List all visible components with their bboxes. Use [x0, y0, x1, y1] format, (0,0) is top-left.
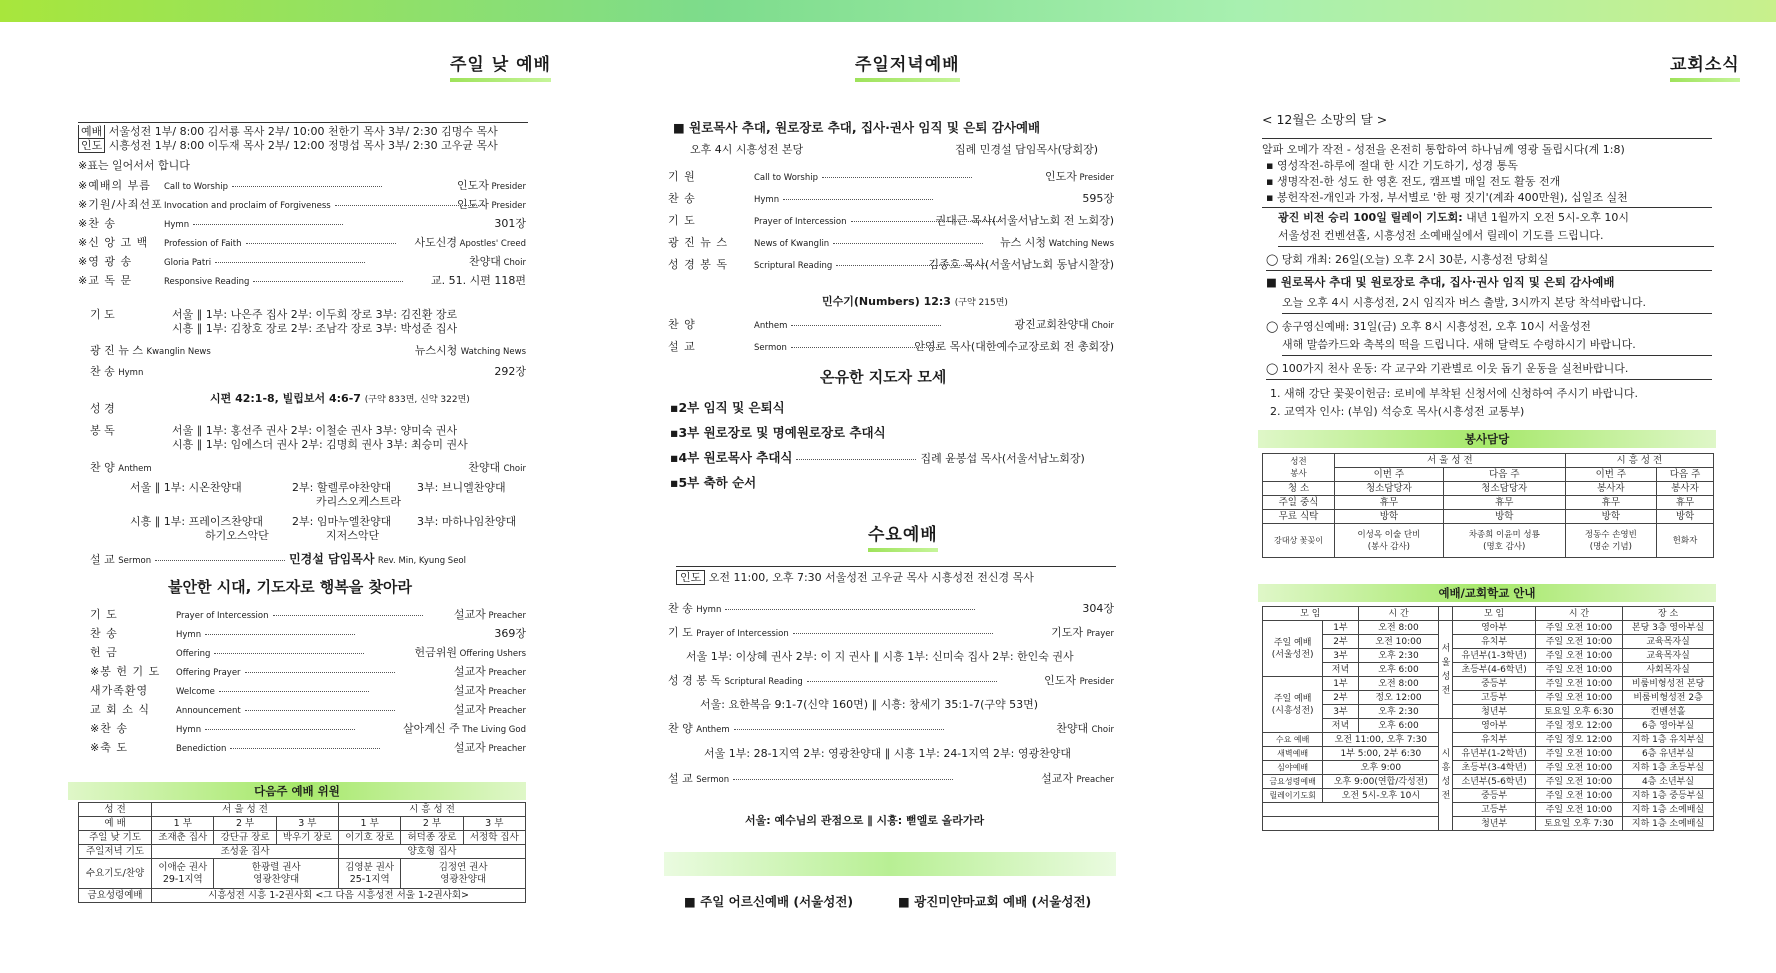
anthem-siheung-b: 2부: 임마누엘찬양대 [292, 515, 392, 528]
order-label-en: Hymn [176, 630, 202, 640]
order-value-en: Preacher [485, 706, 526, 716]
ordination-lead: 집례 민경설 담임목사(당회장) [955, 143, 1099, 156]
order-label-en: Responsive Reading [164, 277, 250, 287]
evening-item-3 [668, 234, 1114, 256]
wed-anthem-names: 서울 1부: 28-1지역 2부: 영광찬양대 ∥ 시흥 1부: 24-1지역 2부: 영광찬양대 [704, 747, 1071, 760]
order-label: 헌 금 [90, 646, 118, 659]
order-label-en: Prayer of Intercession [176, 611, 269, 621]
order-label: ※기원/사죄선포 [78, 198, 163, 211]
order-label-en: Scriptural Reading [754, 261, 833, 271]
order-value-en: Preacher [485, 611, 526, 621]
leader-row-1: 예배 서울성전 1부/ 8:00 김서룡 목사 2부/ 10:00 천한기 목사 3부/ 2:30 김명수 목사 [78, 122, 528, 139]
schedule-title: 예배/교회학교 안내 [1258, 584, 1716, 602]
order-label-en: Call to Worship [164, 182, 228, 192]
order-label: 찬 송 [668, 192, 696, 205]
prayer-label: 기 도 [90, 308, 115, 321]
alpha-omega-intro: 알파 오메가 작전 - 성전을 온전히 통합하여 하나님께 영광 돌립시다(계 1:8) [1262, 143, 1625, 156]
order-value-en: Preacher [485, 668, 526, 678]
order-label-en: Profession of Faith [164, 239, 242, 249]
order-label: 찬 송 [90, 627, 118, 640]
anthem-seoul-b2: 카리스오케스트라 [316, 495, 402, 508]
order-label-en: News of Kwanglin [754, 239, 830, 249]
order-value: 안영로 목사(대한예수교장로회 전 총회장) [914, 340, 1114, 353]
schedule-row: 2부 정오 12:00 고등부 주일 오전 10:00 비룸비형성전 2층 [1263, 691, 1714, 705]
sermon-row: 설 교 Sermon 민경설 담임목사 Rev. Min, Kyung Seol [90, 552, 466, 566]
schedule-row: 수요 예배 오전 11:00, 오후 7:30 유치부 주일 정오 12:00 지하 1층 유치부실 [1263, 733, 1714, 747]
vision-prayer: 광진 비전 승리 100일 릴레이 기도회: 내년 1월까지 오전 5시-오후 10시 [1278, 211, 1629, 224]
order-bullet-2: ▪3부 원로장로 및 명예원로장로 추대식 [670, 425, 886, 440]
order-value: 헌금위원 [414, 646, 457, 659]
top-gradient-bar [0, 0, 1776, 22]
anthem-siheung-a: 시흥 ∥ 1부: 프레이즈찬양대 [130, 515, 263, 528]
footer-green-bar [664, 852, 1116, 876]
wed-sermon-row: 설 교 Sermon 설교자 Preacher [668, 772, 1114, 785]
order-value-en: The Living God [459, 725, 526, 735]
title-wednesday-worship: 수요예배 [868, 520, 938, 552]
order-label-en: Invocation and proclaim of Forgiveness [164, 201, 331, 211]
wed-reading-row: 성 경 봉 독 Scriptural Reading 인도자 Presider [668, 674, 1114, 687]
order-item-b-7 [90, 739, 526, 758]
evening-item-1 [668, 190, 1114, 212]
reader-seoul: 서울 ∥ 1부: 홍선주 권사 2부: 이철순 권사 3부: 양미숙 권사 [172, 424, 458, 437]
order-bullet-4: ▪5부 축하 순서 [670, 475, 757, 490]
anthem-siheung-a2: 하기오스악단 [205, 529, 269, 542]
order-items-2 [90, 606, 526, 758]
order-label: ※교 독 문 [78, 274, 133, 287]
order-item-b-1 [90, 625, 526, 644]
prayer-seoul: 서울 ∥ 1부: 나은주 집사 2부: 이두희 장로 3부: 김진환 장로 [172, 308, 458, 321]
order-value-en: Presider [488, 201, 526, 211]
order-label: 기 도 [668, 214, 696, 227]
order-value: 설교자 [453, 665, 486, 678]
order-item-4 [78, 253, 526, 272]
service-duty-title: 봉사담당 [1258, 430, 1716, 448]
schedule-row: 새벽예배 1부 5:00, 2부 6:30 유년부(1-2학년) 주일 오전 10:00 6층 유년부실 [1263, 747, 1714, 761]
order-value-en: Choir [500, 258, 526, 268]
standing-note: ※표는 일어서서 합니다 [78, 159, 190, 172]
news-ordination-detail: 오늘 오후 4시 시흥성전, 2시 임직자 버스 출발, 3시까지 본당 착석바랍니다. [1282, 294, 1712, 314]
service-duty-table: 성전 봉사 서 울 성 전 시 흥 성 전 이번 주 다음 주 이번 주 다음 주 청 소 청소담당자 청소담당자 봉사자 봉사자 주일 중식 휴무 휴무 휴무 휴무 무료 식탁 방학 방학 방학 방학 강대상 꽃꽂이 이성옥 이술 단비 (봉사 감사) 차종희 이윤미 성룡 (명호 감사) 정동수 손영빈 (명순 기념) 헌화자 [1262, 453, 1714, 558]
wed-hymn-row: 찬 송 Hymn 304장 [668, 602, 1114, 615]
next-week-committee-title: 다음주 예배 위원 [68, 782, 526, 800]
leader-row-2: 인도 시흥성전 1부/ 8:00 이두재 목사 2부/ 12:00 정명섭 목사 3부/ 2:30 고우균 목사 [78, 137, 498, 153]
order-value-en: Choir [1088, 321, 1114, 331]
evening-item-4 [668, 256, 1114, 278]
order-value: 인도자 [456, 198, 489, 211]
schedule-row: 주일 예배 (서울성전) 1부 오전 8:00 서울성전 영아부 주일 오전 10:00 본당 3층 영아부실 [1263, 621, 1714, 635]
footer-myanmar-worship: ■ 광진미얀마교회 예배 (서울성전) [898, 894, 1092, 909]
alpha-omega-bullet-3: ▪ 봉헌작전-개인과 가정, 부서별로 '한 평 짓기'(계좌 400만원), 십일조 실천 [1266, 191, 1628, 204]
order-value: 사도신경 [414, 236, 457, 249]
news-angel-movement: ◯ 100가지 천사 운동: 각 교구와 기관별로 이웃 돕기 운동을 실천바랍니다. [1266, 360, 1712, 380]
order-label-en: Hymn [176, 725, 202, 735]
order-label: ※축 도 [90, 741, 128, 754]
anthem-siheung-c: 3부: 마하나임찬양대 [417, 515, 517, 528]
order-value: 설교자 [453, 608, 486, 621]
news-pastor-appointment: 2. 교역자 인사: (부임) 석승호 목사(시흥성전 교통부) [1270, 405, 1525, 418]
evening-item-b-0 [668, 316, 1114, 338]
alpha-omega-box [1262, 138, 1712, 208]
order-value: 301장 [494, 217, 526, 230]
schedule-row: 심야예배 오후 9:00 초등부(3-4학년) 주일 오전 10:00 지하 1층 초등부실 [1263, 761, 1714, 775]
schedule-row: 금요성령예배 오후 9:00(연합/각성전) 소년부(5-6학년) 주일 오전 10:00 4층 소년부실 [1263, 775, 1714, 789]
order-value: 인도자 [456, 179, 489, 192]
news-ordination: ■ 원로목사 추대 및 원로장로 추대, 집사·권사 임직 및 은퇴 감사예배 [1266, 275, 1615, 289]
reader-siheung: 시흥 ∥ 1부: 임에스더 권사 2부: 김명희 권사 3부: 최승미 권사 [172, 438, 468, 451]
evening-item-b-1 [668, 338, 1114, 360]
order-value: 찬양대 [469, 255, 501, 268]
schedule-row: 2부 오전 10:00 유치부 주일 오전 10:00 교육목자실 [1263, 635, 1714, 649]
order-label: ※신 앙 고 백 [78, 236, 149, 249]
schedule-row: 3부 오후 2:30 유년부(1-3학년) 주일 오전 10:00 교육목자실 [1263, 649, 1714, 663]
news-session-meeting: ◯ 당회 개최: 26일(오늘) 오후 2시 30분, 시흥성전 당회실 [1266, 251, 1712, 271]
order-label-en: Announcement [176, 706, 241, 716]
evening-item-2 [668, 212, 1114, 234]
order-value: 595장 [1082, 192, 1114, 205]
schedule-row: 청년부 토요일 오후 7:30 지하 1층 소예배실 [1263, 817, 1714, 831]
wed-prayer-row: 기 도 Prayer of Intercession 기도자 Prayer [668, 626, 1114, 639]
evening-order-items-2 [668, 316, 1114, 360]
order-value: 교. 51. 시편 118편 [431, 274, 526, 287]
order-label: ※찬 송 [78, 217, 116, 230]
order-value-en: Preacher [485, 687, 526, 697]
order-label: ※영 광 송 [78, 255, 133, 268]
news-flower-offering: 1. 새해 강단 꽃꽂이헌금: 로비에 부착된 신청서에 신청하여 주시기 바랍니다. [1270, 387, 1638, 400]
month-motto: < 12월은 소망의 달 > [1262, 112, 1388, 127]
wed-anthem-row: 찬 양 Anthem 찬양대 Choir [668, 722, 1114, 735]
title-sunday-day-worship: 주일 낮 예배 [450, 50, 551, 82]
wed-reading-text: 서울: 요한복음 9:1-7(신약 160면) ∥ 시흥: 창세기 35:1-7(구약 53면) [700, 698, 1039, 711]
schedule-row: 저녁 오후 6:00 시흥성전 영아부 주일 정오 12:00 6층 영아부실 [1263, 719, 1714, 733]
order-label-en: Welcome [176, 687, 215, 697]
order-label-en: Anthem [754, 321, 788, 331]
order-label: ※봉 헌 기 도 [90, 665, 161, 678]
vision-prayer-2: 서울성전 컨벤션홀, 시흥성전 소예배실에서 릴레이 기도를 드립니다. [1278, 227, 1714, 247]
order-label: 설 교 [668, 340, 696, 353]
order-item-5 [78, 272, 526, 291]
order-value-en: Presider [488, 182, 526, 192]
schedule-row: 고등부 주일 오전 10:00 지하 1층 소예배실 [1263, 803, 1714, 817]
order-value-en: Offering Ushers [456, 649, 526, 659]
order-label: 교 회 소 식 [90, 703, 150, 716]
order-value: 369장 [494, 627, 526, 640]
order-label-en: Gloria Patri [164, 258, 212, 268]
alpha-omega-bullet-1: ▪ 영성작전-하루에 절대 한 시간 기도하기, 성경 통독 [1266, 159, 1518, 172]
order-bullet-3: ▪4부 원로목사 추대식 집례 윤봉섭 목사(서울서남노회장) [670, 450, 1085, 465]
order-items-1 [78, 177, 526, 291]
order-value-en: Presider [1076, 173, 1114, 183]
order-label: ※예배의 부름 [78, 179, 151, 192]
schedule-row: 릴레이기도회 오전 5시-오후 10시 중등부 주일 오전 10:00 지하 1층 중등부실 [1263, 789, 1714, 803]
order-value: 김종호 목사(서울서남노회 동남시찰장) [928, 258, 1114, 271]
schedule-row: 주일 예배 (시흥성전) 1부 오전 8:00 중등부 주일 오전 10:00 비룸비형성전 본당 [1263, 677, 1714, 691]
order-item-b-6 [90, 720, 526, 739]
hymn-row-2: 찬 송 Hymn 292장 [90, 365, 526, 378]
evening-order-items [668, 168, 1114, 278]
order-value-en: Preacher [485, 744, 526, 754]
order-item-b-5 [90, 701, 526, 720]
order-label-en: Hymn [164, 220, 190, 230]
order-label-en: Sermon [754, 343, 787, 353]
order-value: 설교자 [453, 741, 486, 754]
order-value: 설교자 [453, 684, 486, 697]
anthem-siheung-b2: 지저스악단 [326, 529, 380, 542]
order-value: 권대근 목사(서울서남노회 전 노회장) [935, 214, 1114, 227]
scripture-text: 시편 42:1-8, 빌립보서 4:6-7 (구약 833면, 신약 322면) [210, 392, 470, 405]
order-bullet-1: ▪2부 임직 및 은퇴식 [670, 400, 785, 415]
evening-scripture: 민수기(Numbers) 12:3 (구약 215면) [822, 295, 1008, 308]
order-value: 뉴스 시청 [1000, 236, 1047, 249]
wednesday-lead: 인도 오전 11:00, 오후 7:30 서울성전 고우균 목사 시흥성전 전신경 목사 [676, 566, 1116, 585]
order-item-2 [78, 215, 526, 234]
news-new-year-service: ◯ 송구영신예배: 31일(금) 오후 8시 시흥성전, 오후 10시 서울성전 [1266, 320, 1591, 333]
schedule-row: 3부 오후 2:30 청년부 토요일 오후 6:30 컨벤션홀 [1263, 705, 1714, 719]
order-value: 광진교회찬양대 [1014, 318, 1089, 331]
evening-item-0 [668, 168, 1114, 190]
schedule-row: 저녁 오후 6:00 초등부(4-6학년) 주일 오전 10:00 사회목자실 [1263, 663, 1714, 677]
order-label-en: Benediction [176, 744, 227, 754]
ordination-time: 오후 4시 시흥성전 본당 [690, 143, 804, 156]
order-label-en: Offering [176, 649, 211, 659]
title-sunday-evening-worship: 주일저녁예배 [855, 50, 960, 82]
schedule-table: 모 임 시 간 모 임 시 간 장 소 주일 예배 (서울성전) 1부 오전 8:00 서울성전 영아부 주일 오전 10:00 본당 3층 영아부실 2부 오전 10:00 유치부 주일 오전 10:00 교육목자실 3부 오후 2:30 유년부(1-3학년) 주일 오전 10:00 교육목자실 저녁 오후 6:00 초등부(4-6학년) 주일 오전 10:00 사회목자실 주일 예배 (시흥성전) 1부 오전 8:00 중등부 주일 오전 10:00 비룸비형성전 본당 2부 정오 12:00 고등부 주일 오전 10:00 비룸비형성전 2층 3부 오후 2:30 청년부 토요일 오후 6:30 컨벤션홀 저녁 오후 6:00 시흥성전 영아부 주일 정오 12:00 6층 영아부실 수요 예배 오전 11:00, 오후 7:30 유치부 주일 정오 12:00 지하 1층 유치부실 새벽예배 1부 5:00, 2부 6:30 유년부(1-2학년) 주일 오전 10:00 6층 유년부실 심야예배 오후 9:00 초등부(3-4학년) 주일 오전 10:00 지하 1층 초등부실 금요성령예배 오후 9:00(연합/각성전) 소년부(5-6학년) 주일 오전 10:00 4층 소년부실 릴레이기도회 오전 5시-오후 10시 중등부 주일 오전 10:00 지하 1층 중등부실 고등부 주일 오전 10:00 지하 1층 소예배실 청년부 토요일 오후 7:30 지하 1층 소예배실 [1262, 606, 1714, 831]
order-value: 살아계신 주 [402, 722, 460, 735]
news-new-year-detail: 새해 말씀카드와 축복의 떡을 드립니다. 새해 달력도 수령하시기 바랍니다. [1282, 336, 1712, 356]
order-label-en: Offering Prayer [176, 668, 241, 678]
order-item-0 [78, 177, 526, 196]
order-value: 인도자 [1044, 170, 1077, 183]
order-label: 기 도 [90, 608, 118, 621]
anthem-row: 찬 양 Anthem 찬양대 Choir [90, 461, 526, 474]
order-label: ※찬 송 [90, 722, 128, 735]
order-item-1 [78, 196, 526, 215]
order-value-en: Apostles' Creed [456, 239, 526, 249]
order-label: 찬 양 [668, 318, 696, 331]
order-item-b-0 [90, 606, 526, 625]
order-label: 성 경 봉 독 [668, 258, 728, 271]
anthem-seoul-b: 2부: 할렐루야찬양대 [292, 481, 392, 494]
order-item-b-2 [90, 644, 526, 663]
order-label-en: Prayer of Intercession [754, 217, 847, 227]
order-item-b-4 [90, 682, 526, 701]
order-item-b-3 [90, 663, 526, 682]
anthem-seoul-a: 서울 ∥ 1부: 시온찬양대 [130, 481, 242, 494]
anthem-seoul-c: 3부: 브니엘찬양대 [417, 481, 506, 494]
order-label: 새가족환영 [90, 684, 149, 697]
sermon-title: 불안한 시대, 기도자로 행복을 찾아라 [168, 578, 412, 596]
wed-prayer-names: 서울 1부: 이상혜 권사 2부: 이 지 권사 ∥ 시흥 1부: 신미숙 집사 2부: 한인숙 권사 [686, 650, 1074, 663]
ordination-heading: ■ 원로목사 추대, 원로장로 추대, 집사·권사 임직 및 은퇴 감사예배 [673, 120, 1041, 135]
next-week-committee-table: 성 전 서 울 성 전 시 흥 성 전 예 배 1 부 2 부 3 부 1 부 2 부 3 부 주일 낮 기도 조재춘 집사 강단규 장로 박우기 장로 이기호 장로 허덕종 장로 서정학 집사 주일저녁 기도 조성윤 집사 양호형 집사 수요기도/찬양 이애순 권사 29-1지역 한광렬 권사 영광찬양대 김영분 권사 25-1지역 김정연 권사 영광찬양대 금요성령예배 시흥성전 시흥 1-2권사회 <그 다음 시흥성전 서울 1-2권사회> [78, 802, 526, 903]
order-label: 광 진 뉴 스 [668, 236, 728, 249]
title-church-news: 교회소식 [1670, 50, 1740, 82]
evening-sermon-title: 온유한 지도자 모세 [820, 368, 947, 386]
order-label: 기 원 [668, 170, 696, 183]
reader-label: 봉 독 [90, 424, 115, 437]
prayer-siheung: 시흥 ∥ 1부: 김창호 장로 2부: 조남각 장로 3부: 박성준 집사 [172, 322, 458, 335]
footer-elder-worship: ■ 주일 어르신예배 (서울성전) [684, 894, 854, 909]
kwangjin-news-row: 광 진 뉴 스 Kwanglin News 뉴스시청 Watching News [90, 344, 526, 357]
order-item-3 [78, 234, 526, 253]
order-value-en: Watching News [1046, 239, 1114, 249]
wed-sermon-title: 서울: 예수님의 관점으로 ∥ 시흥: 뻗엘로 올라가라 [745, 814, 985, 827]
order-label-en: Hymn [754, 195, 780, 205]
order-value: 설교자 [453, 703, 486, 716]
alpha-omega-bullet-2: ▪ 생명작전-한 성도 한 영혼 전도, 캠프별 매일 전도 활동 전개 [1266, 175, 1561, 188]
scripture-label: 성 경 [90, 402, 115, 415]
order-label-en: Call to Worship [754, 173, 818, 183]
